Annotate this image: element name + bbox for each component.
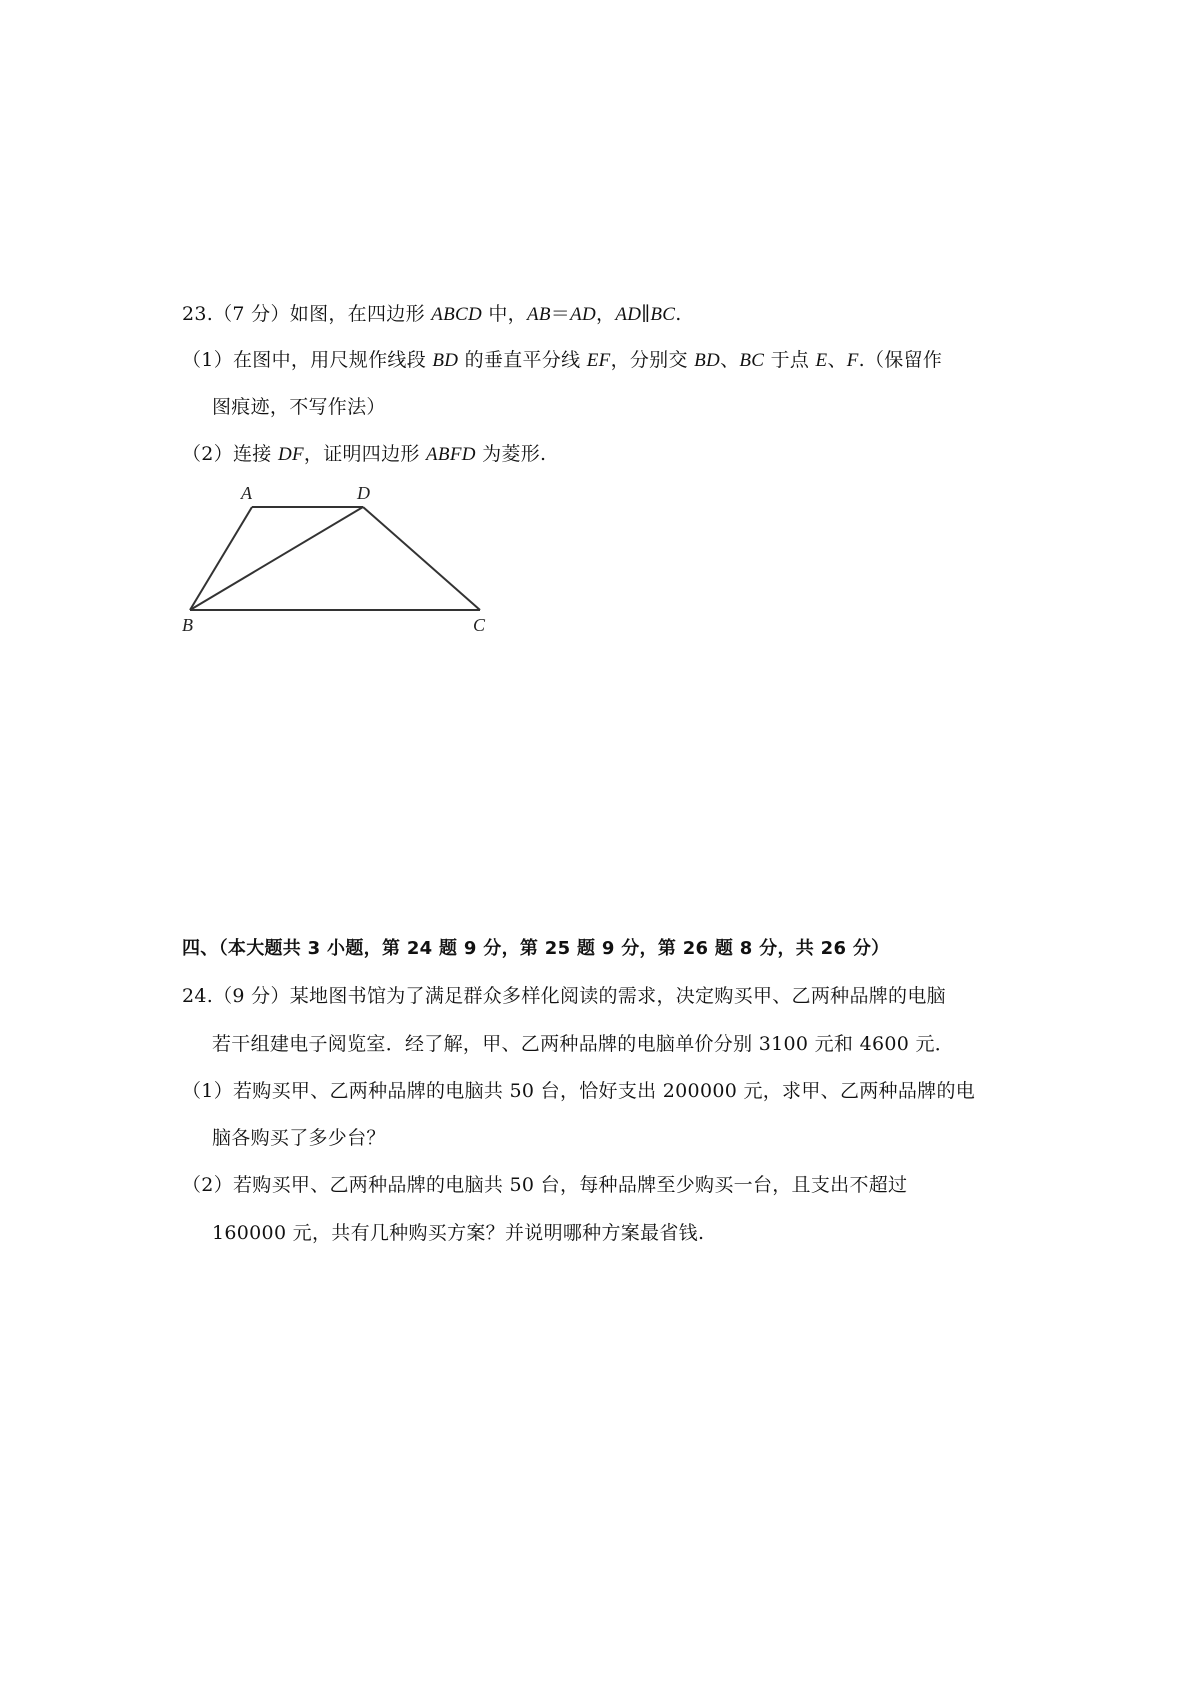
q23-text: 于点 [764, 349, 816, 371]
segment-AB [190, 507, 252, 610]
q23-term: ABFD [426, 444, 476, 465]
q24-stem-continued: 若干组建电子阅览室．经了解，甲、乙两种品牌的电脑单价分别 3100 元和 4600 元． [212, 1033, 955, 1055]
section-four-header: 四、（本大题共 3 小题，第 24 题 9 分，第 25 题 9 分，第 26 题 8 分，共 26 分） [182, 938, 890, 959]
q23-text: ＝ [550, 303, 571, 325]
q23-term: BC [650, 304, 676, 325]
q23-text: 、 [827, 349, 847, 371]
trapezoid-figure [175, 485, 495, 635]
parallel-symbol: ∥ [641, 303, 651, 325]
q23-term: AD [570, 304, 597, 325]
q23-text: 、 [720, 349, 740, 371]
q23-part1 [182, 346, 942, 375]
q23-text: ， [596, 303, 616, 325]
part-label: （2） [182, 443, 233, 465]
q23-term: BC [739, 350, 765, 371]
label-B: B [182, 615, 193, 635]
label-D: D [357, 485, 370, 503]
label-A: A [241, 485, 252, 503]
label-C: C [473, 615, 486, 635]
q24-stem: 24.（9 分）某地图书馆为了满足群众多样化阅读的需求，决定购买甲、乙两种品牌的电脑 [182, 985, 946, 1007]
q23-stem [182, 300, 682, 329]
q24-part2: （2）若购买甲、乙两种品牌的电脑共 50 台，每种品牌至少购买一台，且支出不超过 [182, 1174, 908, 1196]
q23-text: 在图中，用尺规作线段 [233, 349, 433, 371]
q23-text: 如图，在四边形 [289, 303, 432, 325]
q24-part1: （1）若购买甲、乙两种品牌的电脑共 50 台，恰好支出 200000 元，求甲、乙两种品牌的电 [182, 1080, 976, 1102]
q23-text: 连接 [233, 443, 278, 465]
segment-BD [190, 507, 363, 610]
q23-term: F [846, 350, 859, 371]
q23-text: 的垂直平分线 [458, 349, 587, 371]
q23-text: ，分别交 [610, 349, 695, 371]
q23-score: （7 分） [213, 303, 290, 325]
q23-text: ，证明四边形 [303, 443, 427, 465]
q23-text: . [675, 303, 682, 325]
q24-part2-continued: 160000 元，共有几种购买方案？并说明哪种方案最省钱. [212, 1222, 705, 1244]
q23-text: .（保留作 [858, 349, 943, 371]
q23-term: E [815, 350, 828, 371]
q23-term: BD [694, 350, 721, 371]
q23-term: BD [432, 350, 459, 371]
q23-part1-continued: 图痕迹，不写作法） [212, 396, 386, 418]
segment-DC [363, 507, 480, 610]
q23-term: AB [526, 304, 551, 325]
part-label: （1） [182, 349, 233, 371]
q23-term: DF [277, 444, 304, 465]
q23-term: AD [615, 304, 642, 325]
q23-text: 为菱形. [475, 443, 547, 465]
q24-part1-continued: 脑各购买了多少台？ [212, 1127, 386, 1149]
q23-term: ABCD [431, 304, 483, 325]
q23-part2 [182, 440, 546, 469]
q23-term: EF [586, 350, 611, 371]
q23-number: 23. [182, 303, 214, 325]
q23-text: 中， [482, 303, 527, 325]
